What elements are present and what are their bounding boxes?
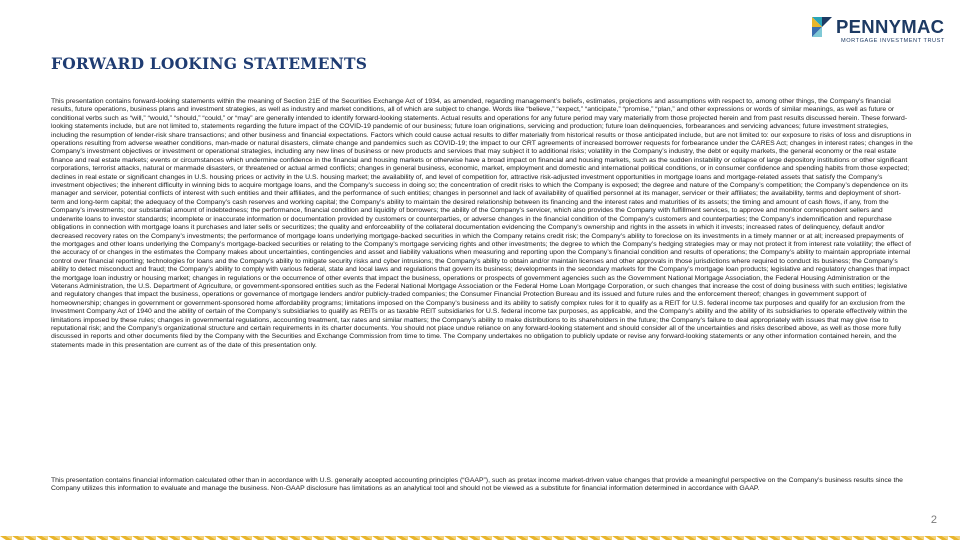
brand-name: PENNYMAC [836,16,945,37]
non-gaap-paragraph: This presentation contains financial information calculated other than in accordance with U.S. generally accepted accounting principles (“GAAP”), such as pretax income market-driven value changes that provide a meaningful perspective on the Company’s business results since the Company utilizes this information to evaluate and manage the business. Non-GAAP disclosure has limitations as an analytical tool and should not be viewed as a substitute for financial information determined in accordance with GAAP. [51,477,903,493]
pennymac-logo [812,16,948,46]
page-number: 2 [930,514,937,526]
page-title: FORWARD LOOKING STATEMENTS [51,54,368,73]
forward-looking-paragraph: This presentation contains forward-looking statements within the meaning of Section 21E of the Securities Exchange Act of 1934, as amended, regarding management’s beliefs, estimates, projections and assumptions with respect to, among other things, the Company’s financial results, future operations, business plans and investment strategies, as well as industry and market conditions, all of which are subject to change. Words like “believe,” “expect,” “anticipate,” “promise,” “plan,” and other expressions or words of similar meanings, as well as future or conditional verbs such as “will,” “would,” “should,” “could,” or “may” are generally intended to identify forward-looking statements. Actual results and operations for any future period may vary materially from those projected herein and from past results discussed herein. These forward-looking statements include, but are not limited to, statements regarding the future impact of the COVID-19 pandemic of our business; future loan originations, servicing and production; future loan delinquencies, forbearances and servicing advances; future investment strategies, including the resumption of lender-risk share transactions; and other business and financial expectations. Factors which could cause actual results to differ materially from historical results or those anticipated include, but are not limited to: our exposure to risks of loss and disruptions in operations resulting from adverse weather conditions, man-made or natural disasters, climate change and pandemics such as COVID-19; the impact to our CRT agreements of increased borrower requests for forbearance under the CARES Act; changes in interest rates; changes in the Company’s investment objectives or investment or operational strategies, including any new lines of business or new products and services that may subject it to additional risks; volatility in the Company’s industry, the debt or equity markets, the general economy or the real estate finance and real estate markets; events or circumstances which undermine confidence in the financial and housing markets or otherwise have a broad impact on financial and housing markets, such as the sudden instability or collapse of large depository institutions or other significant corporations, terrorist attacks, natural or manmade disasters, or threatened or actual armed conflicts; changes in general business, economic, market, employment and domestic and international political conditions, or in consumer confidence and spending habits from those expected; declines in real estate or significant changes in U.S. housing prices or activity in the U.S. housing market; the availability of, and level of competition for, attractive risk-adjusted investment opportunities in mortgage loans and mortgage-related assets that satisfy the Company’s investment objectives; the inherent difficulty in winning bids to acquire mortgage loans, and the Company’s success in doing so; the concentration of credit risks to which the Company is exposed; the degree and nature of the Company’s competition; the Company’s dependence on its manager and servicer, potential conflicts of interest with such entities and their affiliates, and the performance of such entities; changes in personnel and lack of availability of qualified personnel at its manager, servicer or their affiliates; the availability, terms and deployment of short-term and long-term capital; the adequacy of the Company’s cash reserves and working capital; the Company’s ability to maintain the desired relationship between its financing and the interest rates and maturities of its assets; the timing and amount of cash flows, if any, from the Company’s investments; our substantial amount of indebtedness; the performance, financial condition and liquidity of borrowers; the ability of the Company’s servicer, which also provides the Company with fulfillment services, to approve and monitor correspondent sellers and underwrite loans to investor standards; incomplete or inaccurate information or documentation provided by customers or counterparties, or adverse changes in the financial condition of the Company’s customers and counterparties; the Company’s indemnification and repurchase obligations in connection with mortgage loans it purchases and later sells or securitizes; the quality and enforceability of the collateral documentation evidencing the Company’s ownership and rights in the assets in which it invests; increased rates of delinquency, default and/or decreased recovery rates on the Company’s investments; the performance of mortgage loans underlying mortgage-backed securities in which the Company retains credit risk; the Company’s ability to foreclose on its investments in a timely manner or at all; increased prepayments of the mortgages and other loans underlying the Company’s mortgage-backed securities or relating to the Company’s mortgage servicing rights and other investments; the degree to which the Company’s hedging strategies may or may not protect it from interest rate volatility; the effect of the accuracy of or changes in the estimates the Company makes about uncertainties, contingencies and asset and liability valuations when measuring and reporting upon the Company’s financial condition and results of operations; the Company’s ability to maintain appropriate internal control over financial reporting; technologies for loans and the Company’s ability to mitigate security risks and cyber intrusions; the Company’s ability to obtain and/or maintain licenses and other approvals in those jurisdictions where required to conduct its business; the Company’s ability to detect misconduct and fraud; the Company’s ability to comply with various federal, state and local laws and regulations that govern its business; developments in the secondary markets for the Company’s mortgage loan products; legislative and regulatory changes that impact the mortgage loan industry or housing market; changes in regulations or the occurrence of other events that impact the business, operations or prospects of government agencies such as the Government National Mortgage Association, the Federal Housing Administration or the Veterans Administration, the U.S. Department of Agriculture, or government-sponsored entities such as the Federal National Mortgage Association or the Federal Home Loan Mortgage Corporation, or such changes that increase the cost of doing business with such entities; legislative and regulatory changes that impact the business, operations or governance of mortgage lenders and/or publicly-traded companies; the Consumer Financial Protection Bureau and its issued and future rules and the enforcement thereof; changes in government support of homeownership; changes in government or government-sponsored home affordability programs; limitations imposed on the Company’s business and its ability to satisfy complex rules for it to qualify as a REIT for U.S. federal income tax purposes and qualify for an exclusion from the Investment Company Act of 1940 and the ability of certain of the Company’s subsidiaries to qualify as REITs or as taxable REIT subsidiaries for U.S. federal income tax purposes, as applicable, and the Company’s ability and the ability of its subsidiaries to operate effectively within the limitations imposed by these rules; changes in governmental regulations, accounting treatment, tax rates and similar matters; the Company’s ability to make distributions to its shareholders in the future; the Company’s failure to deal appropriately with issues that may give rise to reputational risk; and the Company’s organizational structure and certain requirements in its charter documents. You should not place undue reliance on any forward-looking statement and should consider all of the uncertainties and risks described above, as well as those more fully discussed in reports and other documents filed by the Company with the Securities and Exchange Commission from time to time. The Company undertakes no obligation to publicly update or revise any forward-looking statements or any other information contained herein, and the statements made in this presentation are current as of the date of this presentation only. [51,98,913,349]
footer-chevron-band [0,536,960,540]
brand-tagline: MORTGAGE INVESTMENT TRUST [841,38,945,44]
pennymac-logo-mark-icon [812,17,832,37]
